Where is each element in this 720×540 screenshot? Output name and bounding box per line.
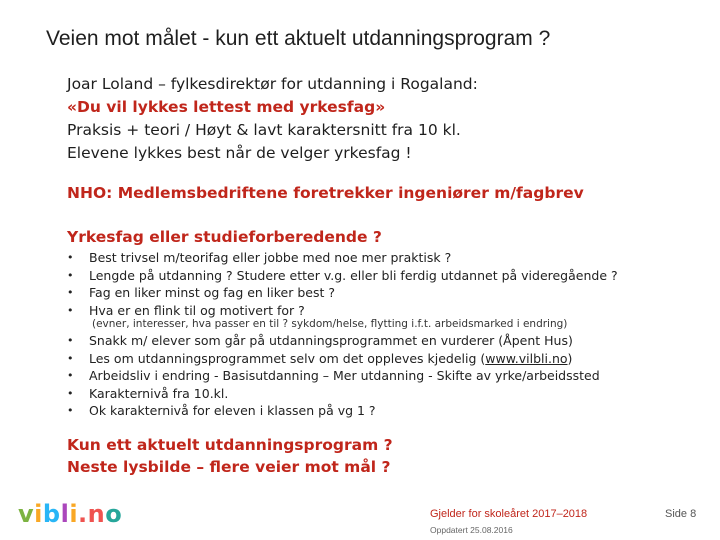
list-item: • Hva er en flink til og motivert for ? (67, 302, 305, 318)
bullet-icon: • (67, 251, 74, 264)
intro-line-4: Elevene lykkes best når de velger yrkesfag ! (67, 144, 412, 162)
closing-line-2: Neste lysbilde – flere veier mot mål ? (67, 458, 391, 476)
bullet-icon: • (67, 303, 74, 317)
bullet-icon: • (67, 351, 74, 365)
intro-quote: «Du vil lykkes lettest med yrkesfag» (67, 98, 386, 116)
nho-statement: NHO: Medlemsbedriftene foretrekker ingeniører m/fagbrev (67, 184, 584, 202)
list-item: • Ok karakternivå for eleven i klassen på vg 1 ? (67, 403, 376, 418)
vilbli-logo: vibli.no (18, 500, 123, 528)
slide-number: Side 8 (665, 508, 697, 520)
bullet-icon: • (67, 386, 74, 400)
bullet-icon: • (67, 334, 74, 347)
note-text: (evner, interesser, hva passer en til ? sykdom/helse, flytting i.f.t. arbeidsmarked i endring) (92, 318, 568, 330)
yrkesfag-heading: Yrkesfag eller studieforberedende ? (67, 228, 382, 246)
list-item: • Les om utdanningsprogrammet selv om det oppleves kjedelig (www.vilbli.no) (67, 350, 573, 366)
bullet-list-2 (67, 332, 600, 420)
closing-line-1: Kun ett aktuelt utdanningsprogram ? (67, 436, 393, 454)
list-item: • Lengde på utdanning ? Studere etter v.g. eller bli ferdig utdannet på videregående ? (67, 267, 618, 283)
bullet-icon: • (67, 369, 74, 382)
bullet-icon: • (67, 286, 74, 299)
list-item: • Best trivsel m/teorifag eller jobbe med noe mer praktisk ? (67, 250, 452, 265)
list-item: • Arbeidsliv i endring - Basisutdanning – Mer utdanning - Skifte av yrke/arbeidssted (67, 368, 600, 383)
intro-block (67, 73, 478, 165)
bullet-list-1 (67, 249, 618, 319)
closing-questions (67, 434, 393, 478)
intro-line-1: Joar Loland – fylkesdirektør for utdanning i Rogaland: (67, 75, 478, 93)
bullet-icon: • (67, 268, 74, 282)
list-item: • Snakk m/ elever som går på utdanningsprogrammet en vurderer (Åpent Hus) (67, 333, 573, 348)
footer-updated: Oppdatert 25.08.2016 (430, 525, 513, 535)
list-item: • Fag en liker minst og fag en liker best ? (67, 285, 335, 300)
bullet-icon: • (67, 404, 74, 417)
list-item: • Karakternivå fra 10.kl. (67, 385, 229, 401)
slide-title: Veien mot målet - kun ett aktuelt utdanningsprogram ? (46, 27, 551, 50)
footer-term: Gjelder for skoleåret 2017–2018 (430, 508, 588, 520)
vilbli-link[interactable]: www.vilbli.no (485, 350, 568, 366)
intro-line-3: Praksis + teori / Høyt & lavt karaktersnitt fra 10 kl. (67, 121, 461, 139)
